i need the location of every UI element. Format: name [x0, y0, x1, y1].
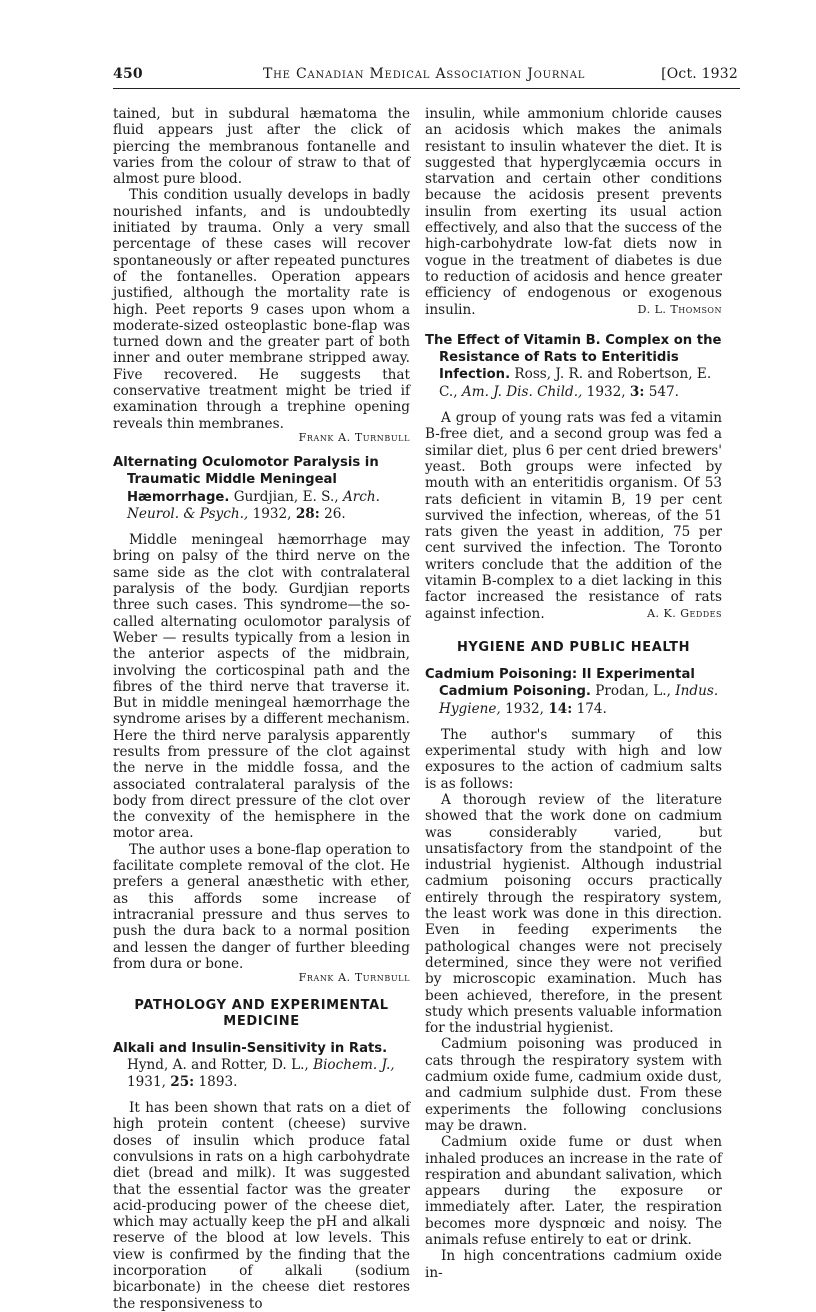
- running-header: [113, 62, 738, 86]
- citation-volume: 28:: [295, 505, 320, 522]
- article-title: Cadmium Poisoning: II Experimental Cadmium Poisoning.: [425, 666, 695, 700]
- citation-pages: 1893.: [198, 1073, 238, 1090]
- paragraph: [425, 410, 722, 622]
- article-citation: [113, 1040, 410, 1090]
- paragraph: It has been shown that rats on a diet of high protein content (cheese) survive doses of insulin which produce fatal convulsions in rats on a high carbohydrate diet (bread and milk). It was suggested that the essential factor was the greater acid-producing power of the cheese diet, which may actually keep the pH and alkali reserve of the blood at low levels. This view is confirmed by the finding that the incorporation of alkali (sodium bicarbonate) in the cheese diet restores the responsiveness to: [113, 1100, 410, 1312]
- paragraph: The author's summary of this experimental study with high and low exposures to the action of cadmium salts is as follows:: [425, 726, 722, 792]
- journal-name: Arch. Neurol. & Psych.,: [127, 488, 380, 522]
- citation-pages: 547.: [648, 383, 680, 400]
- paragraph: In high concentrations cadmium oxide in-: [425, 1248, 722, 1281]
- citation-pages: 26.: [324, 505, 346, 522]
- author-signature: Frank A. Turnbull: [298, 430, 410, 444]
- citation-year: 1932,: [505, 700, 544, 717]
- paragraph: A thorough review of the literature showed that the work done on cadmium was considerably varied, but unsatisfactory from the standpoint of the industrial hygienist. Although industrial cadmium poisoning occurs practically entirely through the respiratory system, the least work was done in this direction. Even in feeding experiments the pathological changes were not precisely determined, since they were not verified by microscopic examination. Much has been achieved, therefore, in the present study which presents valuable information for the industrial hygienist.: [425, 791, 722, 1037]
- article-citation: [113, 454, 410, 522]
- citation-pages: 174.: [576, 700, 607, 717]
- section-heading: HYGIENE AND PUBLIC HEALTH: [456, 639, 691, 655]
- citation-year: 1931,: [127, 1073, 166, 1090]
- paragraph: Cadmium oxide fume or dust when inhaled produces an increase in the rate of respiration and abundant salivation, which appears during the exposure or immediately after. Later, the respiration becomes more dyspnœic and noisy. The animals refuse entirely to eat or drink.: [425, 1134, 722, 1248]
- paragraph: [425, 106, 722, 318]
- author-signature: A. K. Geddes: [647, 606, 722, 620]
- journal-title: The Canadian Medical Association Journal: [263, 66, 586, 82]
- section-heading: PATHOLOGY AND EXPERIMENTAL MEDICINE: [134, 998, 389, 1030]
- article-title: Alternating Oculomotor Paralysis in Traumatic Middle Meningeal Hæmorrhage.: [113, 454, 379, 505]
- article-citation: [425, 666, 722, 717]
- citation-volume: 25:: [170, 1073, 195, 1090]
- paragraph-text: insulin, while ammonium chloride causes an acidosis which makes the animals resistant to insulin whatever the diet. It is suggested that hyperglycæmia occurs in starvation and certain other conditions because the acidosis present prevents insulin from exerting its usual action effectively, and also that the success of the high-carbohydrate low-fat diets now in vogue in the treatment of diabetes is due to reduction of acidosis and hence greater efficiency of endogenous or exogenous insulin.: [425, 106, 722, 318]
- page-number: 450: [113, 66, 143, 82]
- article-authors: Hynd, A. and Rotter, D. L.,: [127, 1057, 309, 1074]
- paragraph: tained, but in subdural hæmatoma the fluid appears just after the click of piercing the membranous fontanelle and varies from the colour of straw to that of almost pure blood.: [113, 106, 410, 188]
- paragraph: This condition usually develops in badly nourished infants, and is undoubtedly initiated by trauma. Only a very small percentage of these cases will recover spontaneously or after repeated punctures of the fontanelles. Operation appears justified, although the mortality rate is high. Peet reports 9 cases upon whom a moderate-sized osteoplastic bone-flap was turned down and the greater part of both inner and outer membrane stripped away. Five recovered. He suggests that conservative treatment might be tried if examination through a trephine opening reveals thin membranes.: [113, 187, 410, 432]
- paragraph: The author uses a bone-flap operation to facilitate complete removal of the clot. He prefers a general anæsthetic with ether, as this affords some increase of intracranial pressure and thus serves to push the dura back to a normal position and lessen the danger of further bleeding from dura or bone.: [113, 841, 410, 972]
- journal-name: Indus. Hygiene,: [439, 683, 719, 717]
- header-rule: [113, 88, 740, 89]
- article-citation: [425, 332, 722, 400]
- citation-volume: 14:: [548, 700, 573, 717]
- citation-year: 1932,: [252, 505, 292, 522]
- journal-name: Biochem. J.,: [313, 1057, 395, 1074]
- author-signature: D. L. Thomson: [637, 302, 722, 316]
- left-column: [113, 106, 410, 1312]
- article-title: Alkali and Insulin-Sensitivity in Rats.: [113, 1041, 388, 1057]
- journal-name: Am. J. Dis. Child.,: [461, 383, 583, 400]
- article-authors: Gurdjian, E. S.,: [233, 488, 339, 505]
- article-authors: Ross, J. R. and Robertson, E. C.,: [439, 366, 712, 400]
- issue-date: [Oct. 1932: [661, 66, 738, 82]
- paragraph: Middle meningeal hæmorrhage may bring on palsy of the third nerve on the same side as the clot with contralateral paralysis of the body. Gurdjian reports three such cases. This syndrome—the so-called alternating oculomotor paralysis of Weber — results typically from a lesion in the anterior aspects of the midbrain, involving the corticospinal path and the fibres of the third nerve that traverse it. But in middle meningeal hæmorrhage the syndrome arises by a different mechanism. Here the third nerve paralysis apparently results from pressure of the clot against the nerve in the middle fossa, and the associated contralateral paralysis of the body from direct pressure of the clot over the convexity of the hemisphere in the motor area.: [113, 532, 410, 842]
- citation-year: 1932,: [586, 383, 626, 400]
- right-column: [425, 106, 722, 1281]
- citation-volume: 3:: [629, 383, 645, 400]
- paragraph: Cadmium poisoning was produced in cats through the respiratory system with cadmium oxide fume, cadmium oxide dust, and cadmium sulphide dust. From these experiments the following conclusions may be drawn.: [425, 1036, 722, 1134]
- article-title: The Effect of Vitamin B. Complex on the Resistance of Rats to Enteritidis Infection.: [425, 332, 722, 383]
- author-signature: Frank A. Turnbull: [298, 971, 410, 985]
- paragraph-text: A group of young rats was fed a vitamin B-free diet, and a second group was fed a similar diet, plus 6 per cent dried brewers' yeast. Both groups were infected by mouth with an enteritidis organism. Of 53 rats deficient in vitamin B, 19 per cent survived the infection, whereas, of the 51 rats given the yeast in addition, 75 per cent survived the infection. The Toronto writers conclude that the addition of the vitamin B-complex to a diet lacking in this factor increased the resistance of rats against infection.: [425, 410, 722, 622]
- article-authors: Prodan, L.,: [595, 683, 671, 700]
